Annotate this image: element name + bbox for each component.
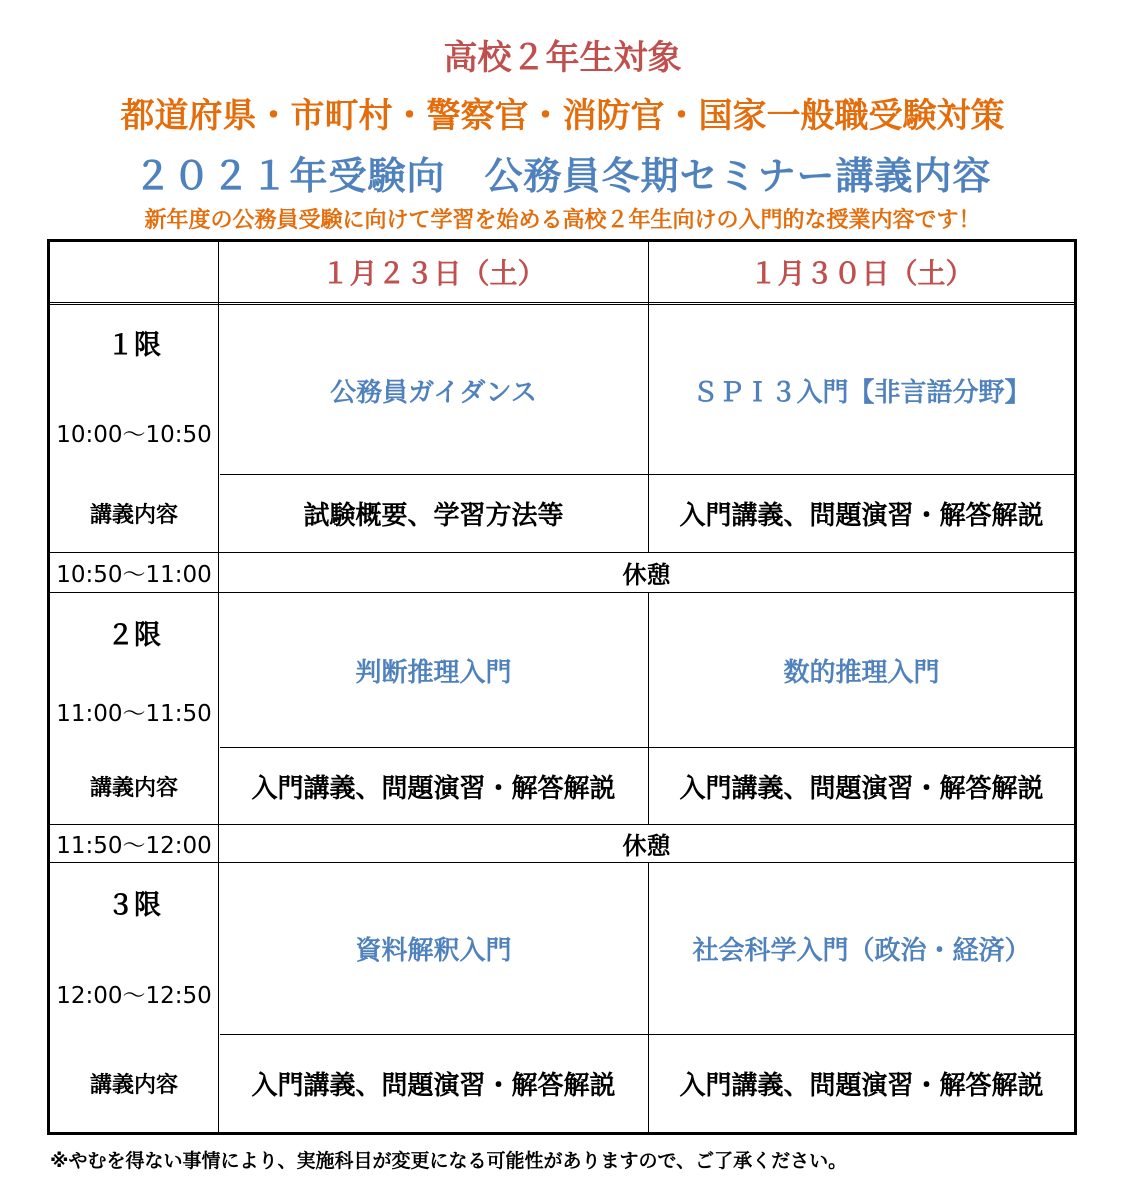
content-cell: 入門講義、問題演習・解答解説 xyxy=(251,773,616,804)
period-time: 12:00～12:50 xyxy=(56,982,212,1009)
subject-cell: ＳＰＩ３入門【非言語分野】 xyxy=(692,377,1031,408)
subject-cell: 資料解釈入門 xyxy=(355,936,512,966)
date-header: １月２３日（土） xyxy=(321,257,546,290)
content-label: 講義内容 xyxy=(89,503,178,528)
content-label: 講義内容 xyxy=(89,1073,178,1098)
date-header: １月３０日（土） xyxy=(749,257,974,290)
period-time: 11:00～11:50 xyxy=(56,700,212,727)
content-cell: 入門講義、問題演習・解答解説 xyxy=(679,1071,1044,1101)
page-subtitle: 新年度の公務員受験に向けて学習を始める高校２年生向けの入門的な授業内容です！ xyxy=(144,208,981,233)
subject-cell: 判断推理入門 xyxy=(355,657,512,688)
period-label: ２限 xyxy=(107,619,161,651)
footer-note: ※やむを得ない事情により、実施科目が変更になる可能性がありますので、ご了承ください。 xyxy=(50,1150,848,1172)
content-cell: 入門講義、問題演習・解答解説 xyxy=(679,773,1044,804)
subject-cell: 社会科学入門（政治・経済） xyxy=(692,936,1031,966)
break-time: 11:50～12:00 xyxy=(56,833,212,859)
content-cell: 入門講義、問題演習・解答解説 xyxy=(251,1071,616,1101)
period-label: １限 xyxy=(107,329,161,361)
schedule-table xyxy=(47,239,1077,1135)
period-label: ３限 xyxy=(107,889,161,921)
header-row-divider xyxy=(50,302,1074,305)
break-label: 休憩 xyxy=(622,561,671,589)
subject-cell: 公務員ガイダンス xyxy=(330,377,537,408)
break-label: 休憩 xyxy=(622,832,671,860)
subject-cell: 数的推理入門 xyxy=(783,657,940,688)
exam-types-heading: 都道府県・市町村・警察官・消防官・国家一般職受験対策 xyxy=(120,96,1005,136)
content-cell: 試験概要、学習方法等 xyxy=(303,501,564,531)
content-label: 講義内容 xyxy=(89,775,178,801)
content-cell: 入門講義、問題演習・解答解説 xyxy=(679,501,1044,531)
target-audience-heading: 高校２年生対象 xyxy=(443,38,682,78)
page-title: ２０２１年受験向 公務員冬期セミナー講義内容 xyxy=(133,154,992,198)
period-time: 10:00～10:50 xyxy=(56,421,212,448)
break-time: 10:50～11:00 xyxy=(56,562,212,588)
